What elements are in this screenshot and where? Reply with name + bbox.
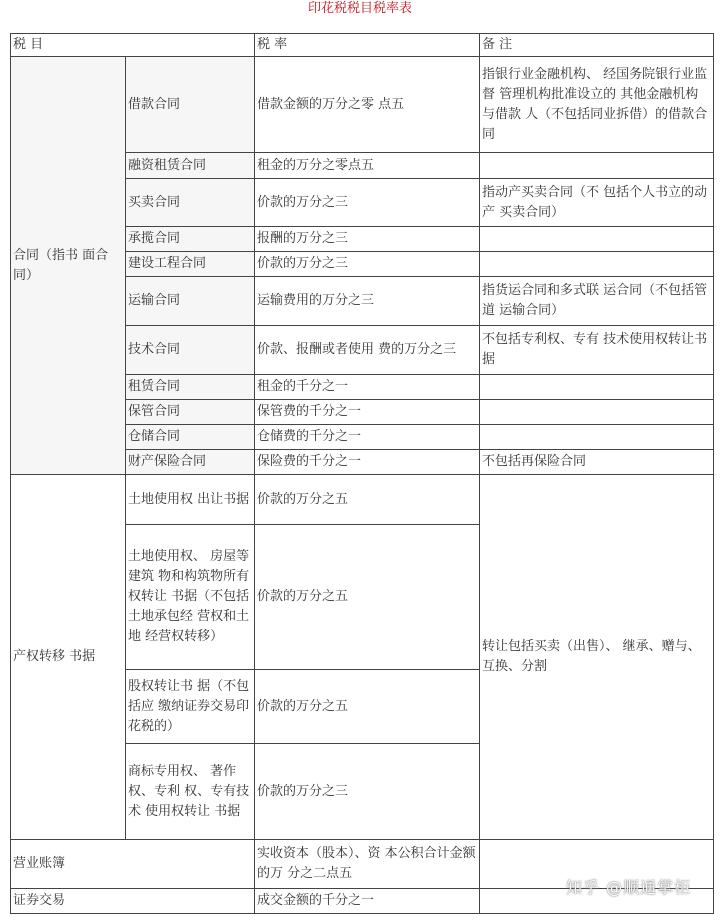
- header-note: 备 注: [480, 34, 714, 57]
- item-rate: 价款的万分之五: [255, 670, 480, 744]
- item-rate: 价款的万分之五: [255, 475, 480, 525]
- table-row: [11, 475, 714, 525]
- item-note: 不包括专利权、专有 技术使用权转让书据: [480, 326, 714, 375]
- item-note: [480, 400, 714, 425]
- item-name: 买卖合同: [126, 179, 255, 227]
- category-contract: 合同（指书 面合同）: [11, 57, 126, 475]
- item-note: [480, 227, 714, 252]
- item-name: 商标专用权、 著作权、专利 权、专有技术 使用权转让 书据: [126, 744, 255, 840]
- item-rate: 价款的万分之三: [255, 744, 480, 840]
- item-name: 保管合同: [126, 400, 255, 425]
- item-note: [480, 375, 714, 400]
- item-rate: 运输费用的万分之三: [255, 277, 480, 326]
- item-name: 仓储合同: [126, 425, 255, 450]
- watermark: 知乎 @顺通掌柜: [566, 878, 692, 897]
- item-note: 指银行业金融机构、 经国务院银行业监督 管理机构批准设立的 其他金融机构与借款 人（不包括同业拆借）的借款合同: [480, 57, 714, 153]
- item-rate: 价款、报酬或者使用 费的万分之三: [255, 326, 480, 375]
- header-row: [11, 34, 714, 57]
- item-rate: 仓储费的千分之一: [255, 425, 480, 450]
- item-note: 指货运合同和多式联 运合同（不包括管道 运输合同）: [480, 277, 714, 326]
- header-rate: 税 率: [255, 34, 480, 57]
- header-item: 税 目: [11, 34, 255, 57]
- item-note: 转让包括买卖（出售）、 继承、赠与、互换、分割: [480, 475, 714, 840]
- item-name: 租赁合同: [126, 375, 255, 400]
- tax-rate-table: [10, 33, 714, 914]
- item-name: 财产保险合同: [126, 450, 255, 475]
- item-rate: 借款金额的万分之零 点五: [255, 57, 480, 153]
- category-property: 产权转移 书据: [11, 475, 126, 840]
- item-rate: 成交金额的千分之一: [255, 889, 480, 914]
- item-name: 技术合同: [126, 326, 255, 375]
- item-note: [480, 153, 714, 179]
- item-rate: 价款的万分之三: [255, 252, 480, 277]
- item-rate: 价款的万分之五: [255, 525, 480, 670]
- item-note: 不包括再保险合同: [480, 450, 714, 475]
- item-name: 股权转让书 据（不包括应 缴纳证券交易印花税的）: [126, 670, 255, 744]
- category-securities: 证券交易: [11, 889, 255, 914]
- item-note: [480, 425, 714, 450]
- item-rate: 保管费的千分之一: [255, 400, 480, 425]
- item-rate: 租金的千分之一: [255, 375, 480, 400]
- item-name: 融资租赁合同: [126, 153, 255, 179]
- item-name: 承揽合同: [126, 227, 255, 252]
- item-name: 土地使用权 出让书据: [126, 475, 255, 525]
- table-row: [11, 57, 714, 153]
- item-name: 借款合同: [126, 57, 255, 153]
- item-note: [480, 252, 714, 277]
- item-rate: 价款的万分之三: [255, 179, 480, 227]
- item-name: 运输合同: [126, 277, 255, 326]
- item-name: 建设工程合同: [126, 252, 255, 277]
- item-name: 土地使用权、 房屋等建筑 物和构筑物所有权转让 书据（不包括 土地承包经 营权和土地 经营权转移）: [126, 525, 255, 670]
- item-note: 指动产买卖合同（不 包括个人书立的动产 买卖合同）: [480, 179, 714, 227]
- item-rate: 租金的万分之零点五: [255, 153, 480, 179]
- item-rate: 保险费的千分之一: [255, 450, 480, 475]
- page-title: 印花税税目税率表: [307, 1, 412, 16]
- item-rate: 报酬的万分之三: [255, 227, 480, 252]
- item-rate: 实收资本（股本）、资 本公积合计金额的万 分之二点五: [255, 840, 480, 889]
- category-books: 营业账簿: [11, 840, 255, 889]
